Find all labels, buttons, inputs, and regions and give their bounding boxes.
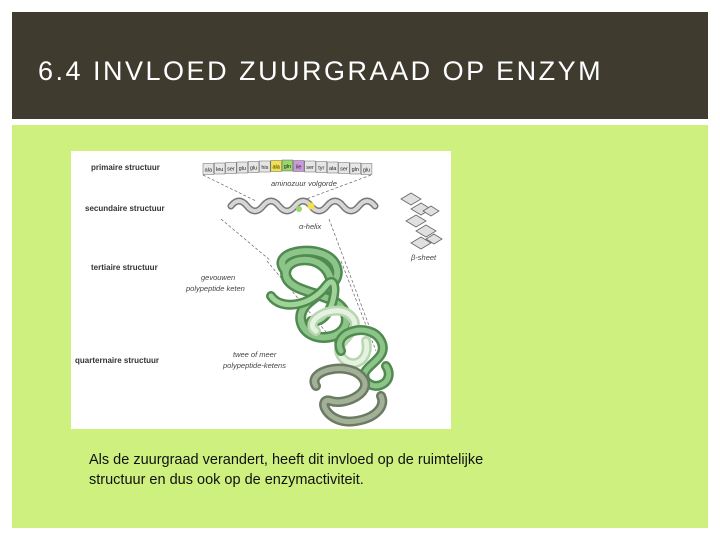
- sheet-label: β-sheet: [411, 253, 437, 262]
- caption-line-2: structuur en dus ook op de enzymactiviteit.: [89, 472, 364, 488]
- slide-caption: [89, 450, 649, 490]
- amino-acid-label: ser: [227, 166, 235, 173]
- alpha-helix: [231, 201, 375, 212]
- sequence-label: aminozuur volgorde: [271, 179, 337, 188]
- amino-acid-label: ile: [295, 164, 302, 171]
- amino-acid-label: ser: [340, 166, 348, 173]
- label-tertiary: tertiaire structuur: [91, 263, 158, 272]
- amino-acid-label: glu: [249, 165, 258, 172]
- amino-acid-label: glu: [238, 166, 246, 172]
- amino-acid-label: glu: [362, 167, 371, 174]
- amino-acid-label: ser: [306, 165, 314, 171]
- caption-line-1: Als de zuurgraad verandert, heeft dit invloed op de ruimtelijke: [89, 452, 484, 468]
- quaternary-protein: [312, 311, 388, 422]
- amino-acid-label: ala: [328, 166, 337, 172]
- label-secondary: secundaire structuur: [85, 204, 165, 213]
- amino-acid-label: leu: [215, 167, 224, 173]
- label-quaternary: quarternaire structuur: [75, 356, 160, 365]
- amino-acid-label: gln: [351, 167, 359, 173]
- beta-sheet: [401, 193, 442, 249]
- multi-label-1: twee of meer: [233, 350, 277, 359]
- protein-structure-figure: [71, 151, 451, 429]
- amino-acid-label: gln: [283, 164, 292, 170]
- label-primary: primaire structuur: [91, 163, 160, 172]
- multi-label-2: polypeptide-ketens: [223, 361, 286, 370]
- protein-structure-diagram: [71, 151, 451, 429]
- amino-acid-label: ala: [204, 167, 213, 174]
- folded-label-2: polypeptide keten: [186, 284, 245, 293]
- content-panel: [12, 125, 708, 528]
- amino-acid-label: tyr: [318, 165, 325, 172]
- amino-acid-label: ala: [272, 164, 280, 171]
- helix-label: α-helix: [299, 222, 322, 231]
- folded-label-1: gevouwen: [201, 273, 236, 282]
- amino-acid-label: his: [261, 165, 269, 171]
- amino-acid-chain: [203, 160, 372, 175]
- slide-title: 6.4 INVLOED ZUURGRAAD OP ENZYM: [38, 56, 604, 86]
- title-bar: [12, 12, 708, 119]
